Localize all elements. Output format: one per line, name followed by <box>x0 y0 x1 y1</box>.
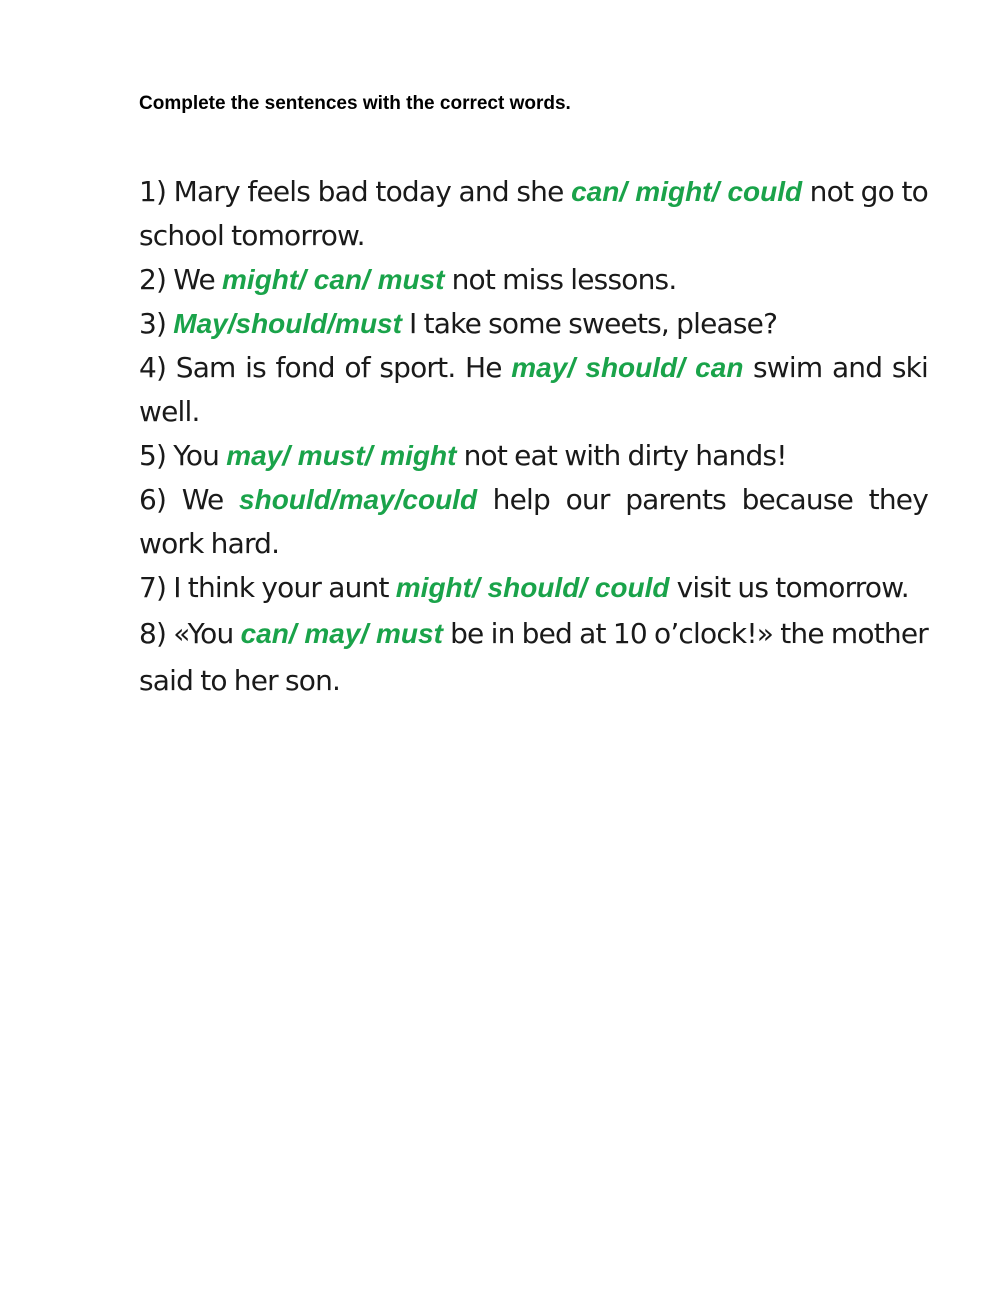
sentence-3 <box>139 302 928 346</box>
sentence-text-after: swim and ski well. <box>139 351 928 428</box>
choice-options[interactable]: should/may/could <box>239 484 478 515</box>
choice-options[interactable]: may/ must/ might <box>226 440 457 471</box>
sentence-text-before: 8) «You <box>139 617 241 650</box>
sentence-6 <box>139 478 928 566</box>
sentence-text-before: 5) You <box>139 439 227 472</box>
sentence-8 <box>139 610 928 704</box>
sentence-text-after: be in bed at 10 o’clock!» the mother said to her son. <box>139 617 928 697</box>
sentence-text-before: 1) Mary feels bad today and she <box>139 175 572 208</box>
choice-options[interactable]: May/should/must <box>173 308 402 339</box>
sentence-text-after: not eat with dirty hands! <box>456 439 787 472</box>
sentence-text-after: I take some sweets, please? <box>401 307 778 340</box>
sentence-text-after: visit us tomorrow. <box>669 571 909 604</box>
sentence-text-before: 3) <box>139 307 174 340</box>
sentence-text-after: not miss lessons. <box>444 263 677 296</box>
sentence-text-before: 2) We <box>139 263 223 296</box>
sentence-text-after: not go to school tomorrow. <box>139 175 929 252</box>
sentence-2 <box>139 258 928 302</box>
sentence-list <box>139 170 928 704</box>
choice-options[interactable]: can/ may/ must <box>240 618 443 649</box>
choice-options[interactable]: might/ should/ could <box>395 572 670 603</box>
choice-options[interactable]: may/ should/ can <box>511 352 744 383</box>
sentence-1 <box>139 170 928 258</box>
sentence-text-before: 4) Sam is fond of sport. He <box>139 351 512 384</box>
choice-options[interactable]: can/ might/ could <box>571 176 803 207</box>
choice-options[interactable]: might/ can/ must <box>222 264 445 295</box>
sentence-text-before: 6) We <box>139 483 240 516</box>
sentence-4 <box>139 346 928 434</box>
sentence-5 <box>139 434 928 478</box>
sentence-text-after: help our parents because they work hard. <box>139 483 929 560</box>
sentence-text-before: 7) I think your aunt <box>139 571 396 604</box>
instruction-text: Complete the sentences with the correct words. <box>139 93 571 114</box>
sentence-7 <box>139 566 928 610</box>
